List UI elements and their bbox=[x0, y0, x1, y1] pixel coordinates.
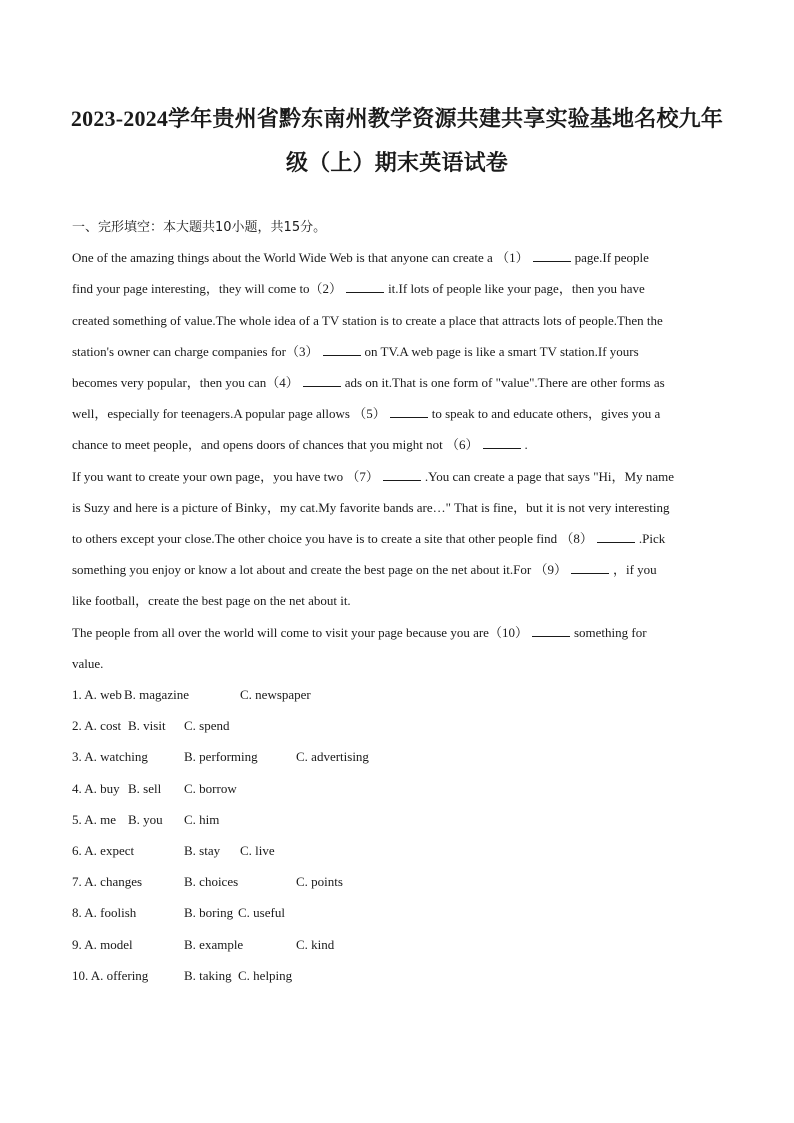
option-c: C. useful bbox=[238, 905, 285, 920]
passage-line bbox=[72, 250, 649, 266]
answer-blank bbox=[533, 250, 571, 262]
passage-line bbox=[72, 500, 670, 516]
passage-text: . bbox=[524, 437, 528, 452]
passage-text: created something of value.The whole idea of a TV station is to create a place that attracts lots of people.Then the bbox=[72, 313, 663, 328]
passage-text: to others except your close.The other choice you have is to create a site that other people find （8） bbox=[72, 531, 593, 546]
passage-text: something for bbox=[573, 625, 647, 640]
passage-text: something you enjoy or know a lot about and create the best page on the net about it.For （9） bbox=[72, 562, 567, 577]
passage-line bbox=[72, 625, 647, 641]
passage-line bbox=[72, 562, 657, 578]
option-b: B. choices bbox=[184, 874, 239, 889]
option-a: 6. A. expect bbox=[72, 843, 135, 858]
passage-text: station's owner can charge companies for（3） bbox=[72, 344, 319, 359]
passage-line bbox=[72, 281, 645, 297]
passage-text: value. bbox=[72, 656, 104, 671]
option-a: 9. A. model bbox=[72, 937, 133, 952]
option-a: 5. A. me bbox=[72, 812, 117, 827]
passage-line bbox=[72, 593, 351, 609]
passage-text: .You can create a page that says "Hi，My name bbox=[424, 469, 674, 484]
answer-blank bbox=[303, 375, 341, 387]
option-c: C. newspaper bbox=[240, 687, 311, 702]
option-b: B. visit bbox=[128, 718, 166, 733]
option-a: 1. A. web bbox=[72, 687, 122, 702]
passage-line bbox=[72, 437, 528, 453]
passage-text: ，if you bbox=[612, 562, 657, 577]
option-b: B. sell bbox=[128, 781, 162, 796]
passage-text: well，especially for teenagers.A popular page allows （5） bbox=[72, 406, 386, 421]
passage-line bbox=[72, 656, 103, 672]
option-c: C. spend bbox=[184, 718, 230, 733]
answer-blank bbox=[532, 625, 570, 637]
passage-text: The people from all over the world will come to visit your page because you are（10） bbox=[72, 625, 528, 640]
passage-line bbox=[72, 375, 665, 391]
answer-blank bbox=[483, 437, 521, 449]
passage-text: is Suzy and here is a picture of Binky，my cat.My favorite bands are…" That is fine，but it is not very interesting bbox=[72, 500, 670, 515]
answer-blank bbox=[323, 344, 361, 356]
option-a: 2. A. cost bbox=[72, 718, 122, 733]
answer-blank bbox=[571, 562, 609, 574]
option-c: C. him bbox=[184, 812, 220, 827]
option-c: C. helping bbox=[238, 968, 293, 983]
option-b: B. performing bbox=[184, 749, 258, 764]
option-b: B. magazine bbox=[124, 687, 189, 702]
exam-title-line-1: 2023-2024学年贵州省黔东南州教学资源共建共享实验基地名校九年 bbox=[70, 106, 724, 131]
passage-line bbox=[72, 344, 639, 360]
option-a: 7. A. changes bbox=[72, 874, 143, 889]
option-b: B. stay bbox=[184, 843, 221, 858]
answer-blank bbox=[383, 469, 421, 481]
option-b: B. you bbox=[128, 812, 163, 827]
option-b: B. boring bbox=[184, 905, 234, 920]
option-a: 8. A. foolish bbox=[72, 905, 137, 920]
passage-text: becomes very popular，then you can（4） bbox=[72, 375, 299, 390]
passage-text: it.If lots of people like your page，then you have bbox=[388, 281, 645, 296]
passage-text: One of the amazing things about the World Wide Web is that anyone can create a （1） bbox=[72, 250, 529, 265]
option-a: 10. A. offering bbox=[72, 968, 149, 983]
answer-blank bbox=[597, 531, 635, 543]
section-heading: 一、完形填空：本大题共10小题，共15分。 bbox=[72, 220, 327, 235]
passage-text: If you want to create your own page，you have two （7） bbox=[72, 469, 379, 484]
passage-text: like football，create the best page on the net about it. bbox=[72, 593, 351, 608]
passage-line bbox=[72, 406, 660, 422]
option-c: C. advertising bbox=[296, 749, 369, 764]
passage-line bbox=[72, 531, 665, 547]
answer-blank bbox=[390, 406, 428, 418]
passage-text: to speak to and educate others，gives you a bbox=[431, 406, 661, 421]
option-b: B. example bbox=[184, 937, 244, 952]
passage-text: .Pick bbox=[638, 531, 666, 546]
option-c: C. points bbox=[296, 874, 343, 889]
passage-text: ads on it.That is one form of "value".There are other forms as bbox=[344, 375, 665, 390]
passage-text: on TV.A web page is like a smart TV station.If yours bbox=[364, 344, 639, 359]
passage-line bbox=[72, 313, 663, 329]
option-c: C. live bbox=[240, 843, 275, 858]
option-c: C. borrow bbox=[184, 781, 237, 796]
passage-line bbox=[72, 469, 674, 485]
passage-text: page.If people bbox=[574, 250, 649, 265]
option-c: C. kind bbox=[296, 937, 335, 952]
option-a: 3. A. watching bbox=[72, 749, 148, 764]
passage-text: find your page interesting，they will come to（2） bbox=[72, 281, 343, 296]
option-a: 4. A. buy bbox=[72, 781, 120, 796]
exam-title-line-2: 级（上）期末英语试卷 bbox=[285, 150, 508, 175]
option-b: B. taking bbox=[184, 968, 232, 983]
answer-blank bbox=[346, 281, 384, 293]
passage-text: chance to meet people，and opens doors of chances that you might not （6） bbox=[72, 437, 479, 452]
